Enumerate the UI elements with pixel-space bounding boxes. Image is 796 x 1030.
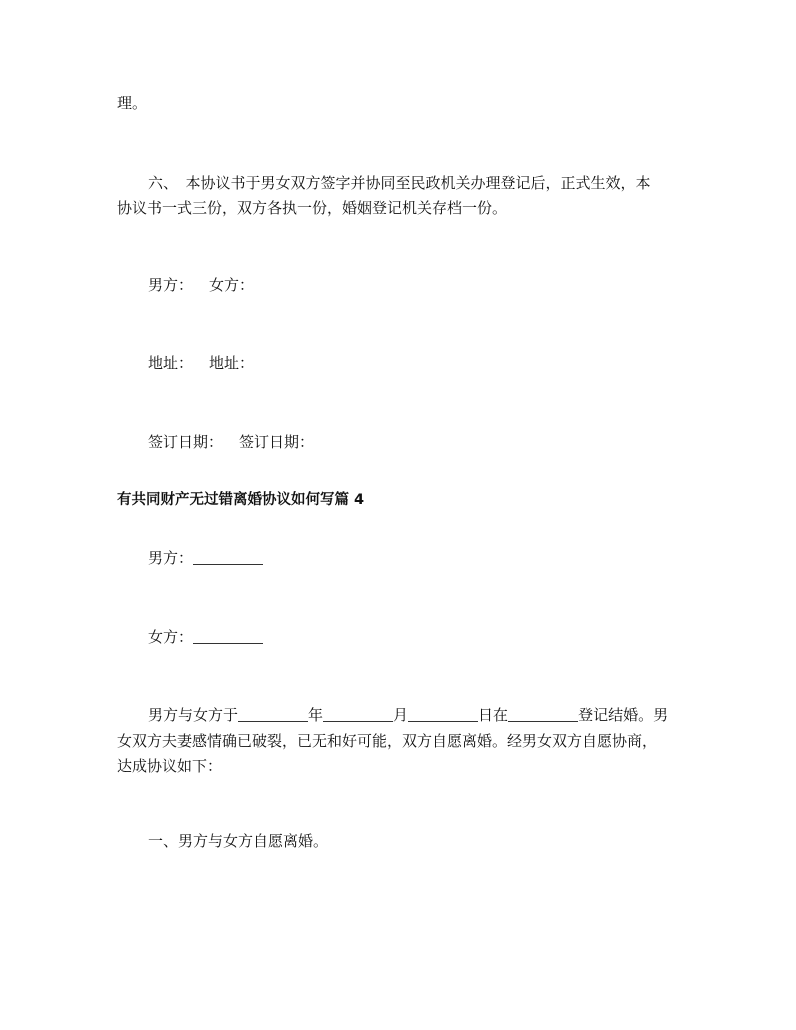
place-blank [508,707,578,722]
male-label: 男方： [148,549,194,567]
intro-line-2: 女双方夫妻感情确已破裂，已无和好可能，双方自愿离婚。经男女双方自愿协商， [117,732,658,750]
day-blank [408,707,478,722]
intro-line-1 [148,705,668,725]
item-1: 一、男方与女方自愿离婚。 [148,832,329,850]
intro-month-label: 月 [393,706,409,724]
address-male-label: 地址： [148,354,194,372]
date-row [148,432,314,452]
address-row [148,353,254,373]
address-female-label: 地址： [209,354,255,372]
intro-line-3: 达成协议如下： [117,757,223,775]
female-name-blank [193,629,263,644]
fragment-text: 理。 [117,94,148,112]
date-male-label: 签订日期： [148,433,224,451]
section-heading: 有共同财产无过错离婚协议如何写篇 4 [117,492,365,508]
intro-text-start: 男方与女方于 [148,706,239,724]
female-party-row [148,627,263,647]
signature-row [148,275,254,295]
year-blank [238,707,308,722]
male-name-blank [193,550,263,565]
intro-year-label: 年 [308,706,324,724]
month-blank [323,707,393,722]
date-female-label: 签订日期： [239,433,315,451]
clause-6-line-2: 协议书一式三份，双方各执一份，婚姻登记机关存档一份。 [117,199,508,217]
clause-6-line-1: 六、 本协议书于男女双方签字并协同至民政机关办理登记后，正式生效，本 [148,174,651,192]
intro-tail: 登记结婚。男 [578,706,669,724]
sign-female-label: 女方： [209,276,255,294]
intro-day-label: 日在 [478,706,509,724]
male-party-row [148,548,263,568]
sign-male-label: 男方： [148,276,194,294]
female-label: 女方： [148,628,194,646]
